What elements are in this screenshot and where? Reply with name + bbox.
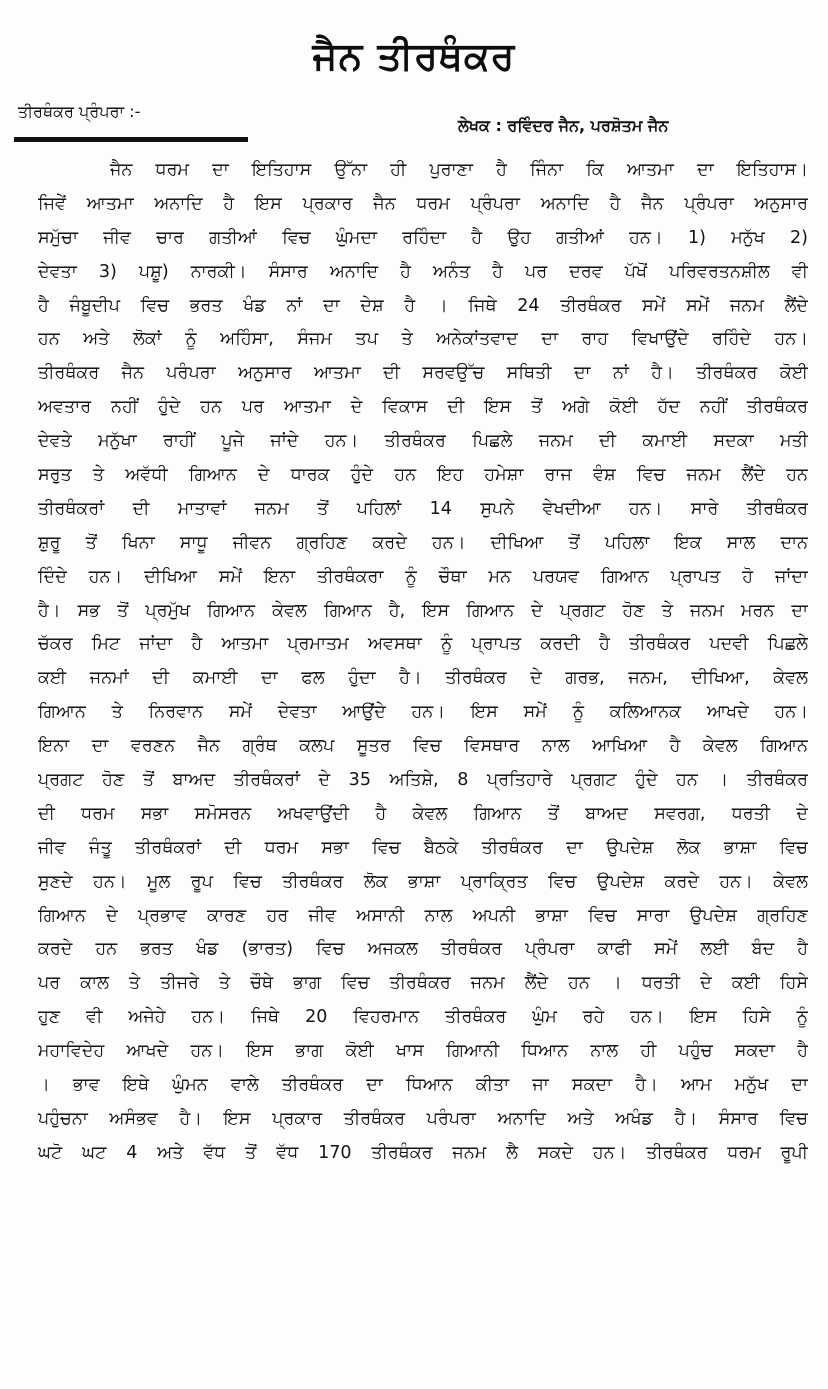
paragraph-line: ਦੇਵਤੇ ਮਨੁੱਖਾ ਰਾਹੀਂ ਪੂਜੇ ਜਾਂਦੇ ਹਨ। ਤੀਰਥੰਕਰ ਪਿਛਲੇ ਜਨਮ ਦੀ ਕਮਾਈ ਸਦਕਾ ਮਤੀ [38, 431, 808, 452]
paragraph-line: ਤੀਰਥੰਕਰ ਜੈਨ ਪਰੰਪਰਾ ਅਨੁਸਾਰ ਆਤਮਾ ਦੀ ਸਰਵਉੱਚ ਸਥਿਤੀ ਦਾ ਨਾਂ ਹੈ। ਤੀਰਥੰਕਰ ਕੋਈ [38, 363, 808, 384]
paragraph-line: ਪਹੁੰਚਨਾ ਅਸੰਭਵ ਹੈ। ਇਸ ਪ੍ਰਕਾਰ ਤੀਰਥੰਕਰ ਪਰੰਪਰਾ ਅਨਾਦਿ ਅਤੇ ਅਖੰਡ ਹੈ। ਸੰਸਾਰ ਵਿਚ [38, 1108, 808, 1129]
paragraph-line: ਗਿਆਨ ਤੇ ਨਿਰਵਾਨ ਸਮੇਂ ਦੇਵਤਾ ਆਉਂਦੇ ਹਨ। ਇਸ ਸਮੇਂ ਨੂੰ ਕਲਿਆਨਕ ਆਖਦੇ ਹਨ। [38, 702, 808, 723]
paragraph-line: ਹੁਣ ਵੀ ਅਜੇਹੇ ਹਨ। ਜਿਥੇ 20 ਵਿਹਰਮਾਨ ਤੀਰਥੰਕਰ ਘੁੰਮ ਰਹੇ ਹਨ। ਇਸ ਹਿਸੇ ਨੂੰ [38, 1007, 808, 1028]
paragraph-line: । ਭਾਵ ਇਥੇ ਘੁੰਮਨ ਵਾਲੇ ਤੀਰਥੰਕਰ ਦਾ ਧਿਆਨ ਕੀਤਾ ਜਾ ਸਕਦਾ ਹੈ। ਆਮ ਮਨੁੱਖ ਦਾ [38, 1075, 808, 1096]
paragraph-line: ਕਰਦੇ ਹਨ ਭਰਤ ਖੰਡ (ਭਾਰਤ) ਵਿਚ ਅਜਕਲ ਤੀਰਥੰਕਰ ਪ੍ਰੰਪਰਾ ਕਾਫੀ ਸਮੇਂ ਲਈ ਬੰਦ ਹੈ [38, 939, 808, 960]
author-byline: ਲੇਖਕ : ਰਵਿੰਦਰ ਜੈਨ, ਪਰਸ਼ੋਤਮ ਜੈਨ [458, 116, 669, 135]
paragraph-line: ਦਿੰਦੇ ਹਨ। ਦੀਖਿਆ ਸਮੇਂ ਇਨਾ ਤੀਰਥੰਕਰਾ ਨੂੰ ਚੌਥਾ ਮਨ ਪਰਯਵ ਗਿਆਨ ਪ੍ਰਾਪਤ ਹੋ ਜਾਂਦਾ [38, 566, 808, 587]
paragraph-line: ਸ਼ੁਰੂ ਤੋਂ ਖਿਨਾ ਸਾਧੂ ਜੀਵਨ ਗ੍ਰਹਿਣ ਕਰਦੇ ਹਨ। ਦੀਖਿਆ ਤੋਂ ਪਹਿਲਾ ਇਕ ਸਾਲ ਦਾਨ [38, 532, 808, 553]
paragraph-line: ਕਈ ਜਨਮਾਂ ਦੀ ਕਮਾਈ ਦਾ ਫਲ ਹੁੰਦਾ ਹੈ। ਤੀਰਥੰਕਰ ਦੇ ਗਰਭ, ਜਨਮ, ਦੀਖਿਆ, ਕੇਵਲ [38, 668, 808, 689]
paragraph-line: ਪ੍ਰਗਟ ਹੋਣ ਤੋਂ ਬਾਅਦ ਤੀਰਥੰਕਰਾਂ ਦੇ 35 ਅਤਿਸ਼ੇ, 8 ਪ੍ਰਤਿਹਾਰੇ ਪ੍ਰਗਟ ਹੁੰਦੇ ਹਨ । ਤੀਰਥੰਕਰ [38, 770, 808, 791]
section-heading: ਤੀਰਥੰਕਰ ਪ੍ਰੰਪਰਾ :- [18, 102, 141, 121]
article-title: ਜੈਨ ਤੀਰਥੰਕਰ [312, 34, 516, 78]
paragraph-line: ਦੇਵਤਾ 3) ਪਸ਼ੂ) ਨਾਰਕੀ। ਸੰਸਾਰ ਅਨਾਦਿ ਹੈ ਅਨੰਤ ਹੈ ਪਰ ਦਰਵ ਪੱਖੋਂ ਪਰਿਵਰਤਨਸ਼ੀਲ ਵੀ [38, 261, 808, 282]
paragraph-line: ਚੱਕਰ ਮਿਟ ਜਾਂਦਾ ਹੈ ਆਤਮਾ ਪ੍ਰਮਾਤਮ ਅਵਸਥਾ ਨੂੰ ਪ੍ਰਾਪਤ ਕਰਦੀ ਹੈ ਤੀਰਥੰਕਰ ਪਦਵੀ ਪਿਛਲੇ [38, 634, 808, 655]
paragraph-line: ਜਿਵੇਂ ਆਤਮਾ ਅਨਾਦਿ ਹੈ ਇਸ ਪ੍ਰਕਾਰ ਜੈਨ ਧਰਮ ਪ੍ਰੰਪਰਾ ਅਨਾਦਿ ਹੈ ਜੈਨ ਪ੍ਰੰਪਰਾ ਅਨੁਸਾਰ [38, 193, 808, 214]
paragraph-line: ਹੈ। ਸਭ ਤੋਂ ਪ੍ਰਮੁੱਖ ਗਿਆਨ ਕੇਵਲ ਗਿਆਨ ਹੈ, ਇਸ ਗਿਆਨ ਦੇ ਪ੍ਰਗਟ ਹੋਣ ਤੇ ਜਨਮ ਮਰਨ ਦਾ [38, 600, 808, 621]
paragraph-line: ਤੀਰਥੰਕਰਾਂ ਦੀ ਮਾਤਾਵਾਂ ਜਨਮ ਤੋਂ ਪਹਿਲਾਂ 14 ਸੁਪਨੇ ਵੇਖਦੀਆ ਹਨ। ਸਾਰੇ ਤੀਰਥੰਕਰ [38, 498, 808, 519]
paragraph-line: ਸੁਣਦੇ ਹਨ। ਮੂਲ ਰੂਪ ਵਿਚ ਤੀਰਥੰਕਰ ਲੋਕ ਭਾਸ਼ਾ ਪ੍ਰਾਕ੍ਰਿਤ ਵਿਚ ਉਪਦੇਸ਼ ਕਰਦੇ ਹਨ। ਕੇਵਲ [38, 871, 808, 892]
paragraph-line: ਘਟੋ ਘਟ 4 ਅਤੇ ਵੱਧ ਤੋਂ ਵੱਧ 170 ਤੀਰਥੰਕਰ ਜਨਮ ਲੈ ਸਕਦੇ ਹਨ। ਤੀਰਥੰਕਰ ਧਰਮ ਰੂਪੀ [38, 1142, 808, 1163]
paragraph-line: ਗਿਆਨ ਦੇ ਪ੍ਰਭਾਵ ਕਾਰਣ ਹਰ ਜੀਵ ਅਸਾਨੀ ਨਾਲ ਅਪਨੀ ਭਾਸ਼ਾ ਵਿਚ ਸਾਰਾ ਉਪਦੇਸ਼ ਗ੍ਰਹਿਣ [38, 905, 808, 926]
paragraph-line: ਹੈ ਜੰਬੂਦੀਪ ਵਿਚ ਭਰਤ ਖੰਡ ਨਾਂ ਦਾ ਦੇਸ਼ ਹੈ । ਜਿਥੇ 24 ਤੀਰਥੰਕਰ ਸਮੇਂ ਸਮੇਂ ਜਨਮ ਲੈਂਦੇ [38, 295, 808, 316]
paragraph-line: ਪਰ ਕਾਲ ਤੇ ਤੀਜਰੇ ਤੇ ਚੌਥੇ ਭਾਗ ਵਿਚ ਤੀਰਥੰਕਰ ਜਨਮ ਲੈਂਦੇ ਹਨ । ਧਰਤੀ ਦੇ ਕਈ ਹਿਸੇ [38, 973, 808, 994]
paragraph-line: ਅਵਤਾਰ ਨਹੀਂ ਹੁੰਦੇ ਹਨ ਪਰ ਆਤਮਾ ਦੇ ਵਿਕਾਸ ਦੀ ਇਸ ਤੋਂ ਅਗੇ ਕੋਈ ਹੱਦ ਨਹੀਂ ਤੀਰਥੰਕਰ [38, 397, 808, 418]
paragraph-line: ਸਰੁਤ ਤੇ ਅਵੱਧੀ ਗਿਆਨ ਦੇ ਧਾਰਕ ਹੁੰਦੇ ਹਨ ਇਹ ਹਮੇਸ਼ਾ ਰਾਜ ਵੰਸ਼ ਵਿਚ ਜਨਮ ਲੈਂਦੇ ਹਨ [38, 465, 808, 486]
paragraph-line: ਜੀਵ ਜੰਤੂ ਤੀਰਥੰਕਰਾਂ ਦੀ ਧਰਮ ਸਭਾ ਵਿਚ ਬੈਠਕੇ ਤੀਰਥੰਕਰ ਦਾ ਉਪਦੇਸ਼ ਲੋਕ ਭਾਸ਼ਾ ਵਿਚ [38, 837, 808, 858]
paragraph-line: ਹਨ ਅਤੇ ਲੋਕਾਂ ਨੂੰ ਅਹਿੰਸਾ, ਸੰਜਮ ਤਪ ਤੇ ਅਨੇਕਾਂਤਵਾਦ ਦਾ ਰਾਹ ਵਿਖਾਉਂਦੇ ਰਹਿੰਦੇ ਹਨ। [38, 329, 808, 350]
paragraph-line: ਇਨਾ ਦਾ ਵਰਣਨ ਜੈਨ ਗ੍ਰੰਥ ਕਲਪ ਸੂਤਰ ਵਿਚ ਵਿਸਥਾਰ ਨਾਲ ਆਖਿਆ ਹੈ ਕੇਵਲ ਗਿਆਨ [38, 736, 808, 757]
paragraph-line: ਮਹਾਵਿਦੇਹ ਆਖਦੇ ਹਨ। ਇਸ ਭਾਗ ਕੋਈ ਖਾਸ ਗਿਆਨੀ ਧਿਆਨ ਨਾਲ ਹੀ ਪਹੁੰਚ ਸਕਦਾ ਹੈ [38, 1041, 808, 1062]
paragraph-line: ਜੈਨ ਧਰਮ ਦਾ ਇਤਿਹਾਸ ਉੱਨਾ ਹੀ ਪੁਰਾਣਾ ਹੈ ਜਿੰਨਾ ਕਿ ਆਤਮਾ ਦਾ ਇਤਿਹਾਸ। [110, 160, 808, 180]
paragraph-line: ਸਮੁੱਚਾ ਜੀਵ ਚਾਰ ਗਤੀਆਂ ਵਿਚ ਘੁੰਮਦਾ ਰਹਿੰਦਾ ਹੈ ਉਹ ਗਤੀਆਂ ਹਨ। 1) ਮਨੁੱਖ 2) [38, 227, 808, 248]
section-heading-underline [14, 137, 248, 142]
paragraph-line: ਦੀ ਧਰਮ ਸਭਾ ਸਮੋਸਰਨ ਅਖਵਾਉਂਦੀ ਹੈ ਕੇਵਲ ਗਿਆਨ ਤੋਂ ਬਾਅਦ ਸਵਰਗ, ਧਰਤੀ ਦੇ [38, 803, 808, 824]
article-body [38, 154, 808, 1171]
